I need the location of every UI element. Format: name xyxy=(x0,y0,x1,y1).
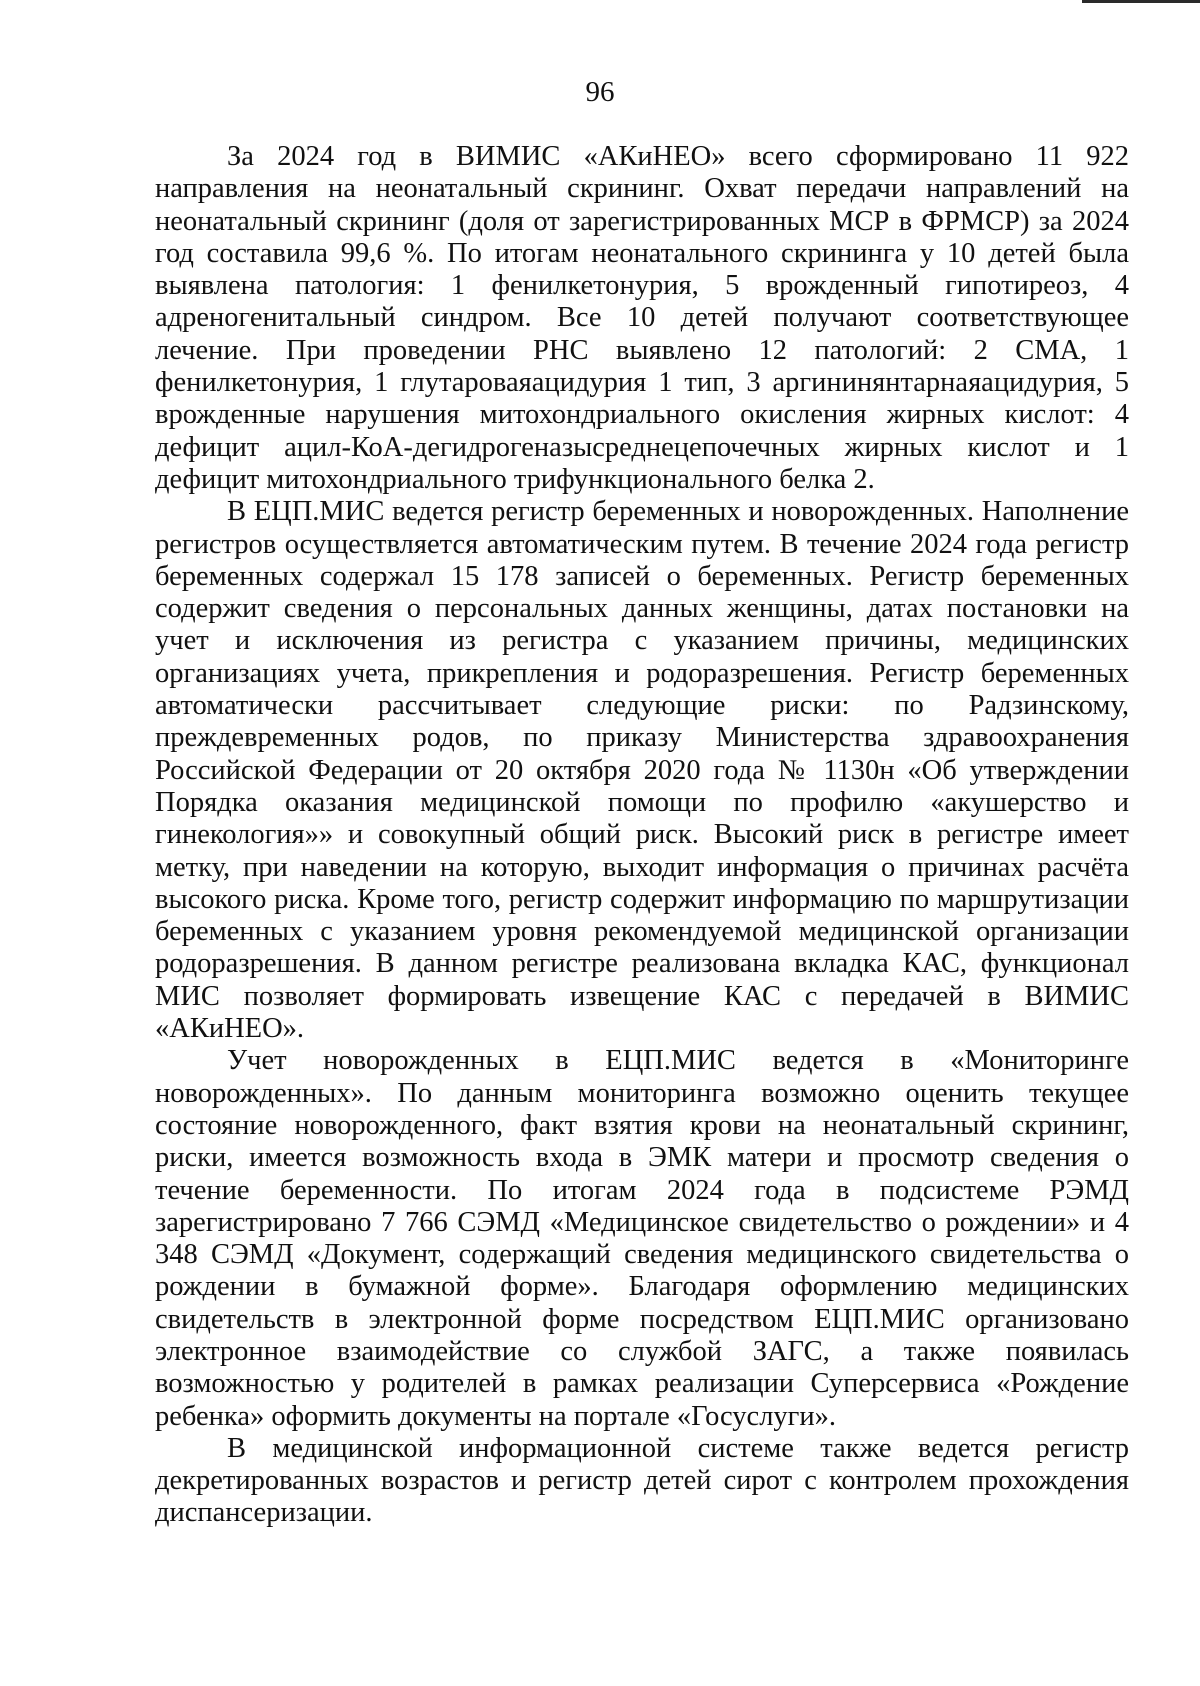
scan-edge-line xyxy=(1082,0,1200,3)
paragraph-neonatal-screening: За 2024 год в ВИМИС «АКиНЕО» всего сформировано 11 922 направления на неонатальный скрининг. Охват передачи направлений на неонатальный скрининг (доля от зарегистрированных МСР в ФРМСР) за 2024 год составила 99,6 %. По итогам неонатального скрининга у 10 детей была выявлена патология: 1 фенилкетонурия, 5 врожденный гипотиреоз, 4 адреногенитальный синдром. Все 10 детей получают соответствующее лечение. При проведении РНС выявлено 12 патологий: 2 СМА, 1 фенилкетонурия, 1 глутароваяацидурия 1 тип, 3 аргининянтарнаяацидурия, 5 врожденные нарушения митохондриального окисления жирных кислот: 4 дефицит ацил-КоА-дегидрогеназысреднецепочечных жирных кислот и 1 дефицит митохондриального трифункционального белка 2. xyxy=(155,141,1129,495)
body-text xyxy=(155,141,1129,1530)
paragraph-newborn-monitoring: Учет новорожденных в ЕЦП.МИС ведется в «Мониторинге новорожденных». По данным мониторинга возможно оценить текущее состояние новорожденного, факт взятия крови на неонатальный скрининг, риски, имеется возможность входа в ЭМК матери и просмотр сведения о течение беременности. По итогам 2024 года в подсистеме РЭМД зарегистрировано 7 766 СЭМД «Медицинское свидетельство о рождении» и 4 348 СЭМД «Документ, содержащий сведения медицинского свидетельства о рождении в бумажной форме». Благодаря оформлению медицинских свидетельств в электронной форме посредством ЕЦП.МИС организовано электронное взаимодействие со службой ЗАГС, а также появилась возможностью у родителей в рамках реализации Суперсервиса «Рождение ребенка» оформить документы на портале «Госуслуги». xyxy=(155,1045,1129,1432)
page-number: 96 xyxy=(585,76,615,108)
paragraph-pregnancy-register: В ЕЦП.МИС ведется регистр беременных и новорожденных. Наполнение регистров осуществляется автоматическим путем. В течение 2024 года регистр беременных содержал 15 178 записей о беременных. Регистр беременных содержит сведения о персональных данных женщины, датах постановки на учет и исключения из регистра с указанием причины, медицинских организациях учета, прикрепления и родоразрешения. Регистр беременных автоматически рассчитывает следующие риски: по Радзинскому, преждевременных родов, по приказу Министерства здравоохранения Российской Федерации от 20 октября 2020 года № 1130н «Об утверждении Порядка оказания медицинской помощи по профилю «акушерство и гинекология»» и совокупный общий риск. Высокий риск в регистре имеет метку, при наведении на которую, выходит информация о причинах расчёта высокого риска. Кроме того, регистр содержит информацию по маршрутизации беременных с указанием уровня рекомендуемой медицинской организации родоразрешения. В данном регистре реализована вкладка КАС, функционал МИС позволяет формировать извещение КАС с передачей в ВИМИС «АКиНЕО». xyxy=(155,496,1129,1045)
paragraph-decreed-ages-register: В медицинской информационной системе также ведется регистр декретированных возрастов и регистр детей сирот с контролем прохождения диспансеризации. xyxy=(155,1432,1129,1529)
